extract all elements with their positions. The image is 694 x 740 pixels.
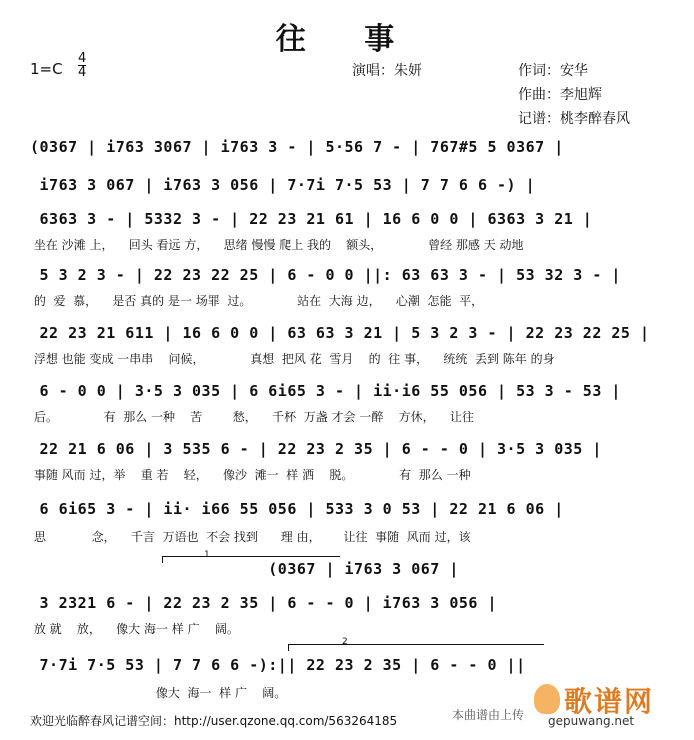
score-row-6: 6 - 0 0 | 3·5 3 035 | 6 6i65 3 - | ii·i6 55 056 | 53 3 - 53 | (30, 382, 621, 400)
volta-number-1: 1 (204, 550, 210, 560)
score-row-9: (0367 | i763 3 067 | (30, 560, 459, 578)
lyrics-row-5: 浮想 也能 变成 一串串 问候， 真想 把风 花 雪月 的 往 事， 统统 丢到 陈年 的身 (30, 352, 555, 366)
score-row-2: i763 3 067 | i763 3 056 | 7·7i 7·5 53 | 7 7 6 6 -) | (30, 176, 536, 194)
score-row-11: 7·7i 7·5 53 | 7 7 6 6 -):|| 22 23 2 35 | 6 - - 0 || (30, 656, 526, 674)
lyrics-row-8: 思 念， 千言 万语也 不会 找到 理 由， 让往 事随 风而 过，该 (30, 530, 471, 544)
lyrics-row-7: 事随 风而 过，举 重 若 轻， 像沙 滩一 样 洒 脱。 有 那么 一种 (30, 468, 471, 482)
gepuwang-logo (528, 678, 682, 734)
upload-watermark: 本曲谱由上传 (451, 708, 524, 722)
score-row-1: (0367 | i763 3067 | i763 3 - | 5·56 7 - | 767#5 5 0367 | (30, 138, 564, 156)
flame-icon (534, 684, 560, 714)
song-title: 往 事 (275, 22, 419, 57)
lyrics-row-11: 像大 海一 样 广 阔。 (30, 686, 287, 700)
score-row-5: 22 23 21 611 | 16 6 0 0 | 63 63 3 21 | 5 3 2 3 - | 22 23 22 25 | (30, 324, 650, 342)
time-signature (78, 52, 86, 79)
footer-welcome: 欢迎光临醉春风记谱空间：http://user.qzone.qq.com/563264185 (30, 714, 398, 728)
score-row-3: 6363 3 - | 5332 3 - | 22 23 21 61 | 16 6 0 0 | 6363 3 21 | (30, 210, 593, 228)
transcriber-credit: 记谱：桃李醉春风 (518, 111, 630, 127)
key-signature: 1=C (30, 60, 63, 78)
logo-url: gepuwang.net (548, 714, 635, 728)
score-row-8: 6 6i65 3 - | ii· i66 55 056 | 533 3 0 53 | 22 21 6 06 | (30, 500, 564, 518)
lyricist-credit: 作词：安华 (518, 63, 588, 79)
lyrics-row-10: 放 就 放， 像大 海一 样 广 阔。 (30, 622, 239, 636)
lyrics-row-6: 后。 有 那么 一种 苦 愁， 千杯 万盏 才会 一醉 方休， 让往 (30, 410, 474, 424)
score-row-7: 22 21 6 06 | 3 535 6 - | 22 23 2 35 | 6 - - 0 | 3·5 3 035 | (30, 440, 602, 458)
score-row-4: 5 3 2 3 - | 22 23 22 25 | 6 - 0 0 ||: 63 63 3 - | 53 32 3 - | (30, 266, 621, 284)
time-signature-top: 4 (78, 51, 87, 66)
volta-number-2: 2 (342, 637, 348, 647)
score-row-10: 3 2321 6 - | 22 23 2 35 | 6 - - 0 | i763 3 056 | (30, 594, 498, 612)
singer-credit: 演唱：朱妍 (352, 63, 422, 79)
logo-text: 歌谱网 (564, 685, 655, 718)
time-signature-bottom: 4 (78, 65, 87, 80)
lyrics-row-4: 的 爱 慕， 是否 真的 是一 场罪 过。 站在 大海 边， 心潮 怎能 平， (30, 294, 484, 308)
composer-credit: 作曲：李旭辉 (518, 87, 602, 103)
volta-bracket-2 (288, 644, 544, 651)
lyrics-row-3: 坐在 沙滩 上， 回头 看远 方， 思绪 慢慢 爬上 我的 额头， 曾经 那感 天 动地 (30, 238, 524, 252)
